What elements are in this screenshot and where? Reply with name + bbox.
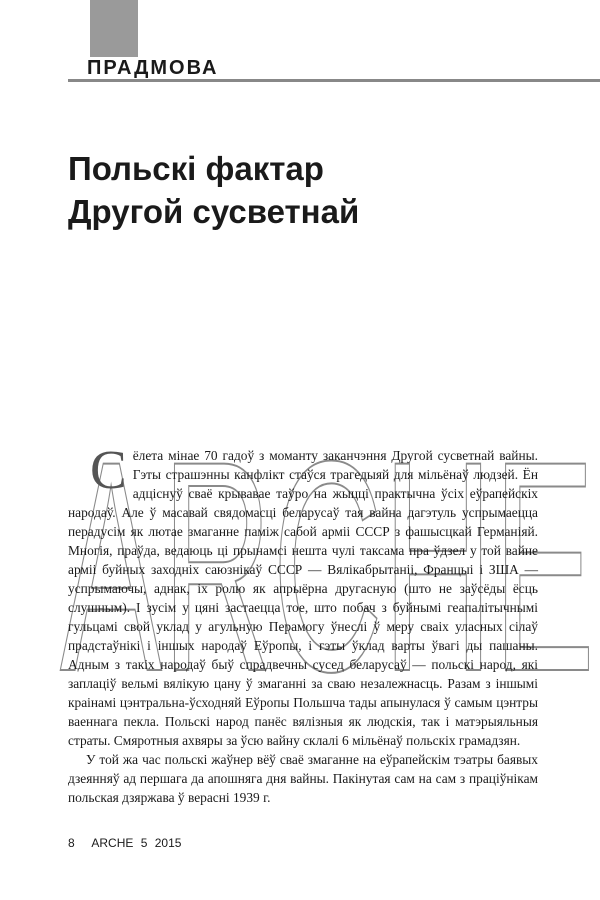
article-body [68,439,538,807]
section-label: ПРАДМОВА [87,57,219,79]
title-line-1: Польскі фактар [68,150,324,187]
page-number: 8 [68,836,75,850]
article-title [68,147,359,233]
section-rule [68,79,600,82]
journal-name: ARCHE [91,836,134,850]
watermark-text: ARCHE [60,398,595,690]
drop-cap: С [90,439,127,500]
section-header [68,56,600,82]
page-footer [68,836,195,850]
title-line-2: Другой сусветнай [68,193,360,230]
issue-year: 2015 [154,836,182,850]
issue-number: 5 [140,836,148,850]
corner-decoration [90,0,138,57]
paragraph-1-text: ёлета мінае 70 гадоў з моманту заканчэння Другой сусветнай вайны. Гэты страшэнны канфлікт стаўся трагедыяй для мільёнаў людзей. Ён адціснуў сваё крывавае таўро на жыцці практычна ўсіх еўрапейскіх народаў. Але ў масавай свядомасці беларусаў тая вайна дагэтуль успрымаецца перадусім як лютае змаганне паміж сабой арміі СССР з фашысцкай Германіяй. Многія, праўда, ведаюць ці прынамсі нешта чулі таксама пра ўдзел у той вайне арміі буйных заходніх саюзнікаў СССР — Вялікабрытаніі, Францыі і ЗША — успрымаючы, аднак, іх ролю як апрыёрна другасную (што не заўсёды ёсць слушным). І зусім у цяні застаецца тое, што побач з буйнымі геапалітычнымі гульцамі свой уклад у агульную Перамогу ўнеслі ў меру сваіх уласных сілаў прадстаўнікі і іншых народаў Еўропы, і гэты ўклад варты ўвагі ды пашаны. Адным з такіх народаў быў спрадвечны сусед беларусаў — польскі народ, які заплаціў вельмі вялікую цану ў змаганні за сваю незалежнасць. Разам з іншымі краінамі цэнтральна-ўсходняй Еўропы Польшча тады апынулася ў самым цэнтры ваеннага пекла. Польскі народ панёс вялізныя як людскія, так і матэрыяльныя страты. Смяротныя ахвяры за ўсю вайну склалі 6 мільёнаў польскіх грамадзян. [68,448,538,748]
paragraph-2: У той жа час польскі жаўнер вёў сваё змаганне на еўрапейскім тэатры баявых дзеянняў ад першага да апошняга дня вайны. Пакінутая сам на сам з праціўнікам польская дзяржава ў верасні 1939 г. [68,752,538,805]
paragraph-1 [68,439,538,750]
